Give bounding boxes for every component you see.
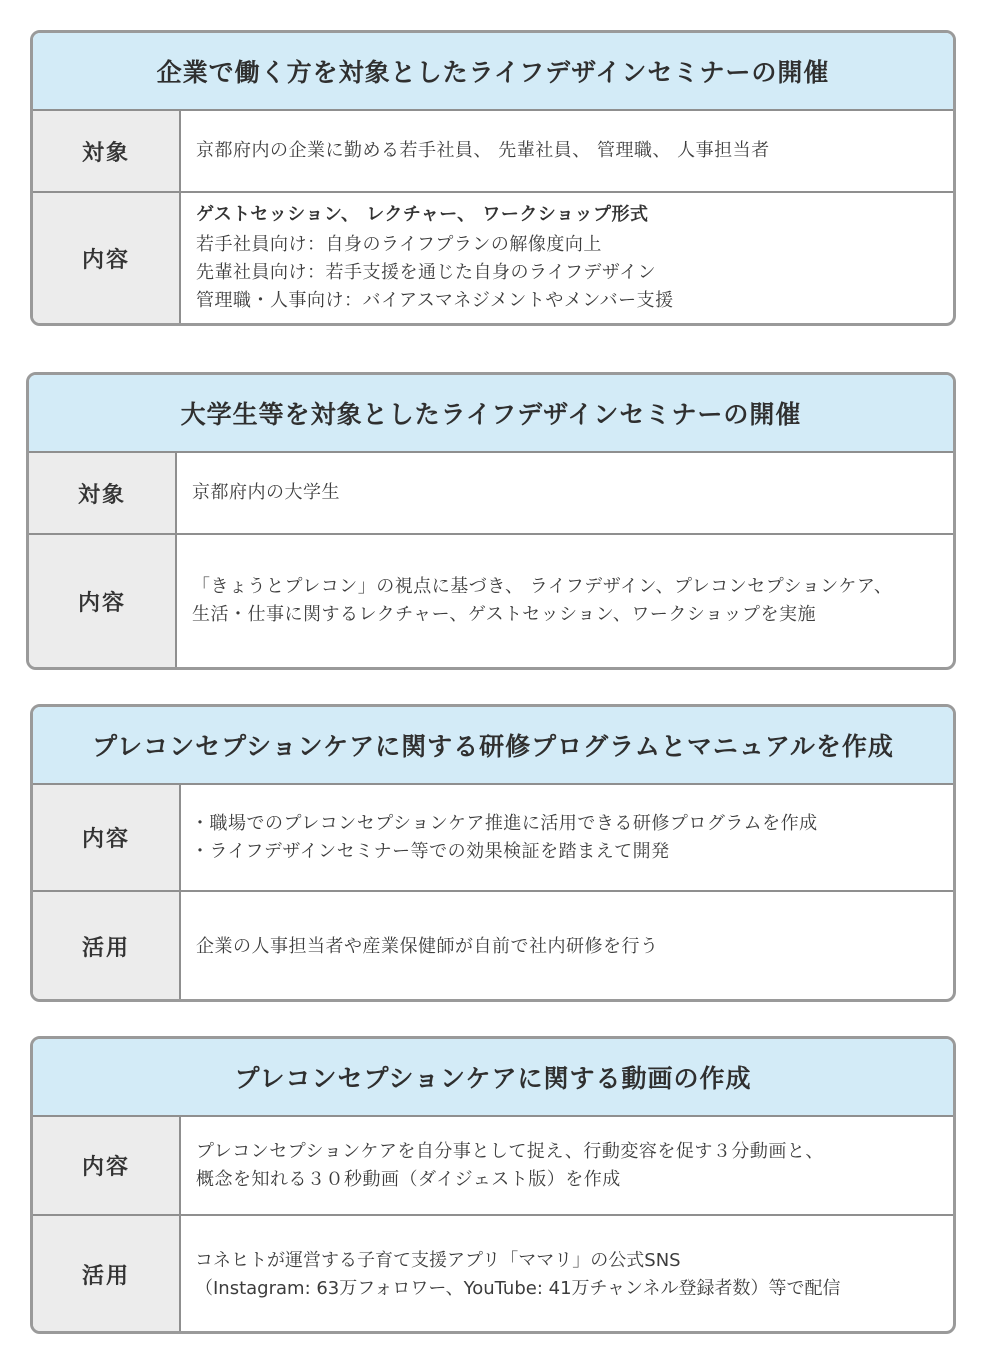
content-line: ・職場でのプレコンセプションケア推進に活用できる研修プログラムを作成 bbox=[191, 812, 818, 834]
content-line: 生活・仕事に関するレクチャー、ゲストセッション、ワークショップを実施 bbox=[192, 604, 816, 625]
row-label: 内容 bbox=[33, 193, 181, 323]
content-heading: ゲストセッション、 レクチャー、 ワークショップ形式 bbox=[196, 204, 649, 225]
row-usage bbox=[33, 890, 953, 1001]
row-label: 活用 bbox=[33, 1216, 181, 1333]
content-line: 京都府内の企業に勤める若手社員、 先輩社員、 管理職、 人事担当者 bbox=[196, 140, 770, 161]
row-label: 内容 bbox=[33, 1117, 181, 1214]
content-line: 先輩社員向け：若手支援を通じた自身のライフデザイン bbox=[196, 262, 657, 283]
content-line: コネヒトが運営する子育て支援アプリ「ママリ」の公式SNS bbox=[195, 1249, 681, 1271]
section-title: 大学生等を対象としたライフデザインセミナーの開催 bbox=[29, 375, 953, 453]
section-title: プレコンセプションケアに関する研修プログラムとマニュアルを作成 bbox=[33, 707, 953, 785]
section-title: プレコンセプションケアに関する動画の作成 bbox=[33, 1039, 953, 1117]
section-card-training-program bbox=[30, 704, 956, 1002]
section-card-university-seminar bbox=[26, 372, 956, 670]
row-label: 内容 bbox=[29, 535, 177, 667]
content-line: 京都府内の大学生 bbox=[192, 482, 340, 503]
content-line: ・ライフデザインセミナー等での効果検証を踏まえて開発 bbox=[191, 840, 670, 862]
row-content-details bbox=[33, 191, 953, 323]
row-content bbox=[181, 892, 953, 1001]
section-card-video-production bbox=[30, 1036, 956, 1334]
row-content bbox=[181, 193, 953, 323]
row-label: 内容 bbox=[33, 785, 181, 890]
row-usage bbox=[33, 1214, 953, 1333]
row-content bbox=[181, 111, 953, 191]
content-line: 管理職・人事向け：バイアスマネジメントやメンバー支援 bbox=[196, 290, 674, 311]
content-line: 「きょうとプレコン」の視点に基づき、 ライフデザイン、プレコンセプションケア、 bbox=[192, 576, 893, 597]
row-content bbox=[181, 1117, 953, 1214]
section-title: 企業で働く方を対象としたライフデザインセミナーの開催 bbox=[33, 33, 953, 111]
content-line: 概念を知れる３０秒動画（ダイジェスト版）を作成 bbox=[196, 1168, 621, 1190]
row-content-details bbox=[29, 533, 953, 667]
row-content bbox=[181, 1216, 953, 1333]
row-content bbox=[177, 535, 953, 667]
content-line: プレコンセプションケアを自分事として捉え、行動変容を促す３分動画と、 bbox=[196, 1140, 824, 1162]
content-line: 若手社員向け：自身のライフプランの解像度向上 bbox=[196, 234, 602, 255]
row-content-details bbox=[33, 785, 953, 890]
section-card-corporate-seminar bbox=[30, 30, 956, 326]
row-label: 活用 bbox=[33, 892, 181, 1001]
content-line: （Instagram: 63万フォロワー、YouTube: 41万チャンネル登録者数）等で配信 bbox=[195, 1277, 841, 1299]
row-content bbox=[181, 785, 953, 890]
row-content bbox=[177, 453, 953, 533]
row-target bbox=[33, 111, 953, 191]
row-label: 対象 bbox=[33, 111, 181, 191]
row-target bbox=[29, 453, 953, 533]
row-label: 対象 bbox=[29, 453, 177, 533]
row-content-details bbox=[33, 1117, 953, 1214]
content-line: 企業の人事担当者や産業保健師が自前で社内研修を行う bbox=[196, 935, 659, 957]
